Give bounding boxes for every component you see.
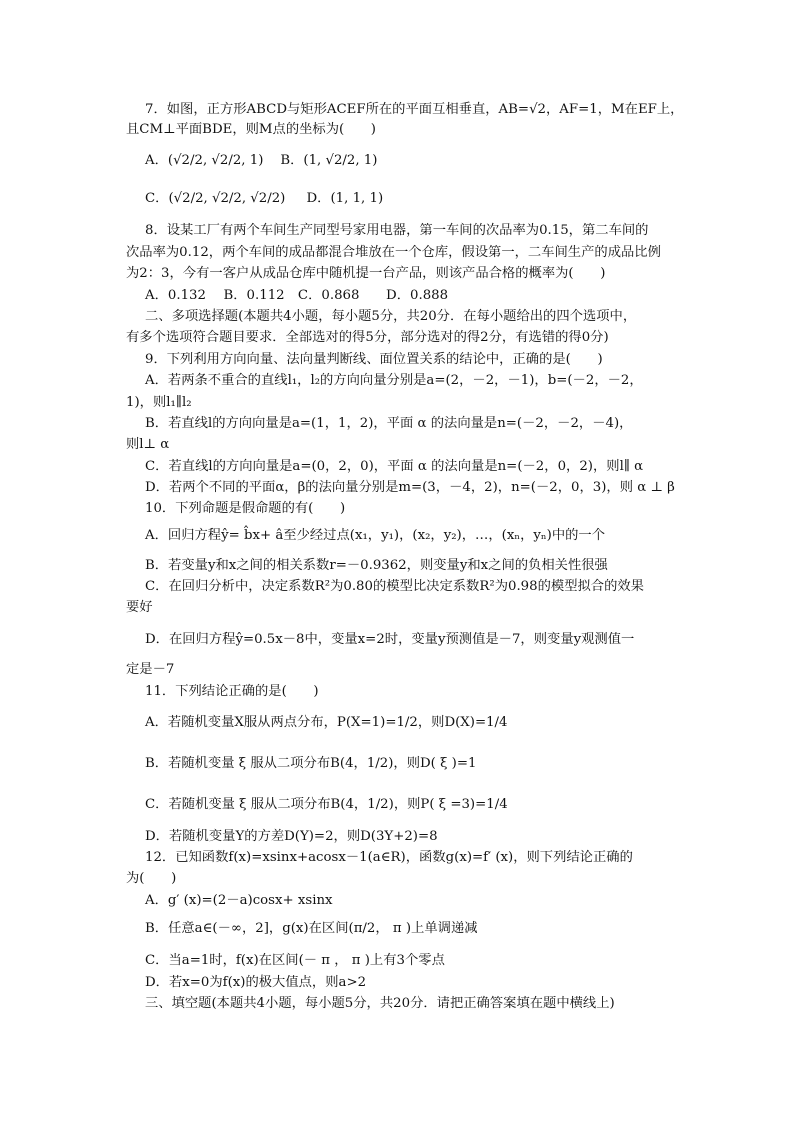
q7-option-a: A．(√2/2, √2/2, 1) — [145, 153, 264, 168]
q9-option-b-cont: 则l⊥ α — [126, 437, 170, 452]
q10-option-d: D．在回归方程ŷ=0.5x－8中，变量x=2时，变量y预测值是－7，则变量y观测值一 — [145, 632, 635, 647]
q7-option-c: C．(√2/2, √2/2, √2/2) — [145, 191, 286, 206]
q9-option-c: C．若直线l的方向向量是a=(0，2，0)，平面 α 的法向量是n=(－2，0，2)，则l∥ α — [145, 459, 644, 474]
q8-line2: 次品率为0.12，两个车间的成品都混合堆放在一个仓库，假设第一，二车间生产的成品比例 — [126, 245, 661, 260]
q9-option-b: B．若直线l的方向向量是a=(1，1，2)，平面 α 的法向量是n=(－2，－2，－4)， — [145, 416, 633, 431]
q12-option-a: A．g′ (x)=(2－a)cosx+ xsinx — [145, 893, 333, 908]
section2-heading-cont: 有多个选项符合题目要求．全部选对的得5分，部分选对的得2分，有选错的得0分) — [126, 330, 609, 345]
q10-stem: 10．下列命题是假命题的有( ) — [145, 501, 346, 516]
section3-heading: 三、填空题(本题共4小题，每小题5分，共20分．请把正确答案填在题中横线上) — [145, 996, 615, 1011]
q9-option-a-cont: 1)，则l₁∥l₂ — [126, 395, 192, 410]
q7-stem-line2: 且CM⊥平面BDE，则M点的坐标为( ) — [126, 122, 376, 137]
q8-options: A．0.132 B．0.112 C．0.868 D．0.888 — [145, 288, 449, 303]
q11-option-c: C．若随机变量 ξ 服从二项分布B(4，1/2)，则P( ξ =3)=1/4 — [145, 797, 508, 812]
q9-option-a: A．若两条不重合的直线l₁，l₂的方向向量分别是a=(2，－2，－1)，b=(－2，－2， — [145, 373, 643, 388]
q11-option-a: A．若随机变量X服从两点分布，P(X=1)=1/2，则D(X)=1/4 — [145, 715, 508, 730]
q12-option-b: B．任意a∈(－∞，2]，g(x)在区间(π/2， π )上单调递减 — [145, 921, 478, 936]
q8-line3: 为2：3，今有一客户从成品仓库中随机提一台产品，则该产品合格的概率为( ) — [126, 266, 606, 281]
q10-option-d-cont: 定是－7 — [126, 662, 175, 677]
q10-option-b: B．若变量y和x之间的相关系数r=－0.9362，则变量y和x之间的负相关性很强 — [145, 558, 608, 573]
q11-stem: 11．下列结论正确的是( ) — [145, 684, 319, 699]
q8-line1: 8．设某工厂有两个车间生产同型号家用电器，第一车间的次品率为0.15，第二车间的 — [145, 223, 649, 238]
q7-option-b: B．(1, √2/2, 1) — [280, 153, 378, 168]
q10-option-a: A．回归方程ŷ= b̂x+ â至少经过点(x₁，y₁)，(x₂，y₂)，…，(xₙ，yₙ)中的一个 — [145, 528, 606, 543]
q12-option-c: C．当a=1时，f(x)在区间(－ π ， π )上有3个零点 — [145, 953, 445, 968]
q7-stem-line1: 7．如图，正方形ABCD与矩形ACEF所在的平面互相垂直，AB=√2，AF=1，M在EF上， — [145, 102, 684, 117]
q10-option-c-cont: 要好 — [126, 600, 153, 615]
q12-option-d: D．若x=0为f(x)的极大值点，则a>2 — [145, 975, 367, 990]
q10-option-c: C．在回归分析中，决定系数R²为0.80的模型比决定系数R²为0.98的模型拟合的效果 — [145, 579, 644, 594]
q11-option-d: D．若随机变量Y的方差D(Y)=2，则D(3Y+2)=8 — [145, 829, 438, 844]
q11-option-b: B．若随机变量 ξ 服从二项分布B(4，1/2)，则D( ξ )=1 — [145, 756, 477, 771]
q7-options-cd — [145, 184, 705, 214]
q9-stem: 9．下列利用方向向量、法向量判断线、面位置关系的结论中，正确的是( ) — [145, 352, 603, 367]
q12-stem-cont: 为( ) — [126, 871, 177, 886]
q7-option-d: D．(1, 1, 1) — [306, 191, 384, 206]
section2-heading: 二、多项选择题(本题共4小题，每小题5分，共20分．在每小题给出的四个选项中， — [145, 309, 637, 324]
q9-option-d: D．若两个不同的平面α，β的法向量分别是m=(3，－4，2)，n=(－2，0，3)，则 α ⊥ β — [145, 480, 675, 495]
q12-stem: 12．已知函数f(x)=xsinx+acosx－1(a∈R)，函数g(x)=f′ (x)，则下列结论正确的 — [145, 850, 633, 865]
q7-options-ab — [145, 146, 705, 176]
